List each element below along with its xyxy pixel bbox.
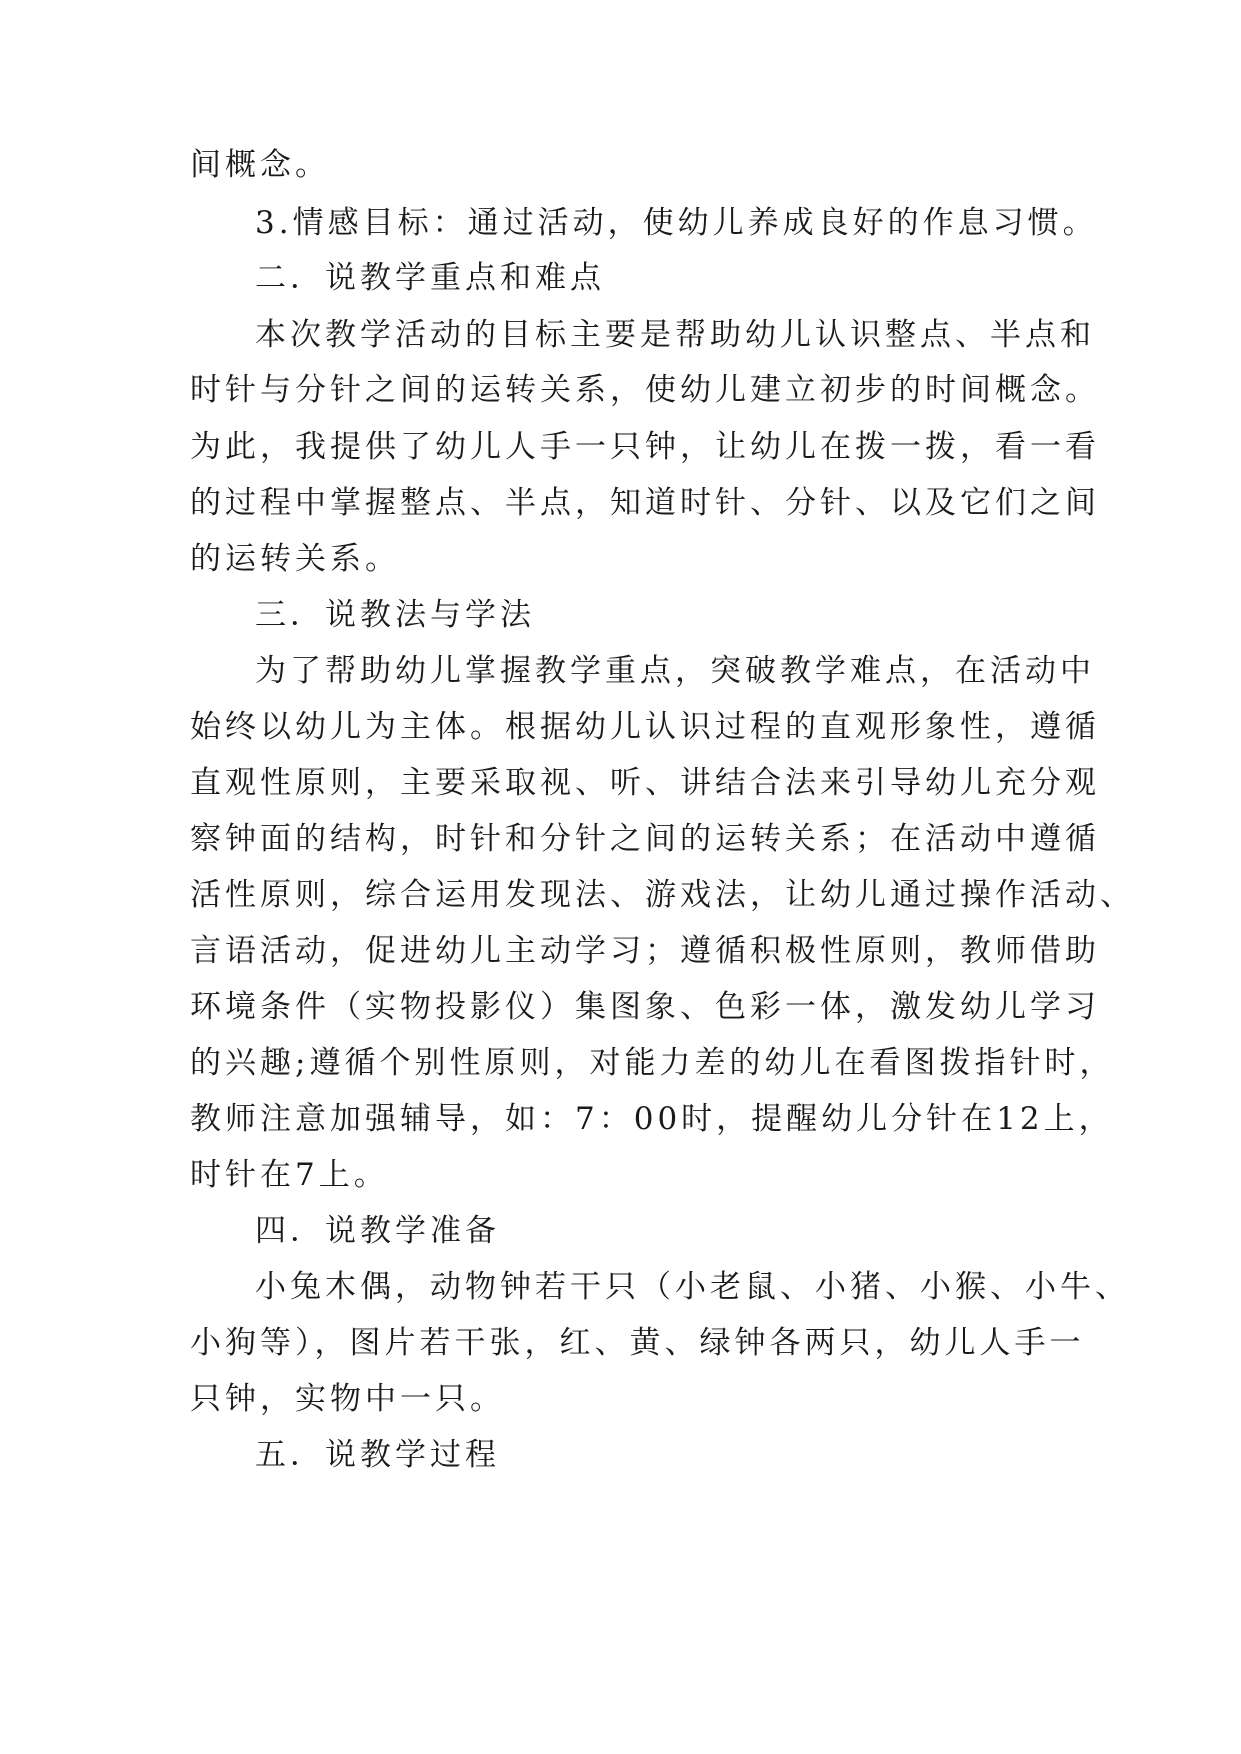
text-line: 的兴趣;遵循个别性原则，对能力差的幼儿在看图拨指针时， [190, 1045, 1115, 1081]
text-line: 教师注意加强辅导，如：7：00时，提醒幼儿分针在12上， [190, 1101, 1114, 1137]
text-line: 间概念。 [190, 147, 330, 183]
text-line: 为此，我提供了幼儿人手一只钟，让幼儿在拨一拨，看一看 [190, 429, 1100, 465]
text-line: 时针在7上。 [190, 1157, 389, 1193]
text-line: 活性原则，综合运用发现法、游戏法，让幼儿通过操作活动、 [190, 877, 1135, 913]
text-line: 只钟，实物中一只。 [190, 1381, 505, 1417]
text-line: 本次教学活动的目标主要是帮助幼儿认识整点、半点和 [255, 317, 1095, 353]
section-heading: 五．说教学过程 [255, 1437, 500, 1473]
text-line: 时针与分针之间的运转关系，使幼儿建立初步的时间概念。 [190, 372, 1100, 408]
text-line: 环境条件（实物投影仪）集图象、色彩一体，激发幼儿学习 [190, 989, 1100, 1025]
section-heading: 四．说教学准备 [255, 1213, 500, 1249]
text-line: 的过程中掌握整点、半点，知道时针、分针、以及它们之间 [190, 485, 1100, 521]
text-line: 的运转关系。 [190, 541, 400, 577]
text-line: 小兔木偶，动物钟若干只（小老鼠、小猪、小猴、小牛、 [255, 1269, 1130, 1305]
text-line: 为了帮助幼儿掌握教学重点，突破教学难点，在活动中 [255, 653, 1095, 689]
text-line: 察钟面的结构，时针和分针之间的运转关系；在活动中遵循 [190, 821, 1100, 857]
text-line: 直观性原则，主要采取视、听、讲结合法来引导幼儿充分观 [190, 765, 1100, 801]
text-line: 言语活动，促进幼儿主动学习；遵循积极性原则，教师借助 [190, 933, 1100, 969]
text-line: 始终以幼儿为主体。根据幼儿认识过程的直观形象性，遵循 [190, 709, 1100, 745]
section-heading: 二．说教学重点和难点 [255, 260, 605, 296]
text-line: 3.情感目标：通过活动，使幼儿养成良好的作息习惯。 [255, 205, 1098, 241]
text-line: 小狗等），图片若干张，红、黄、绿钟各两只，幼儿人手一 [190, 1325, 1085, 1361]
section-heading: 三．说教法与学法 [255, 597, 535, 633]
